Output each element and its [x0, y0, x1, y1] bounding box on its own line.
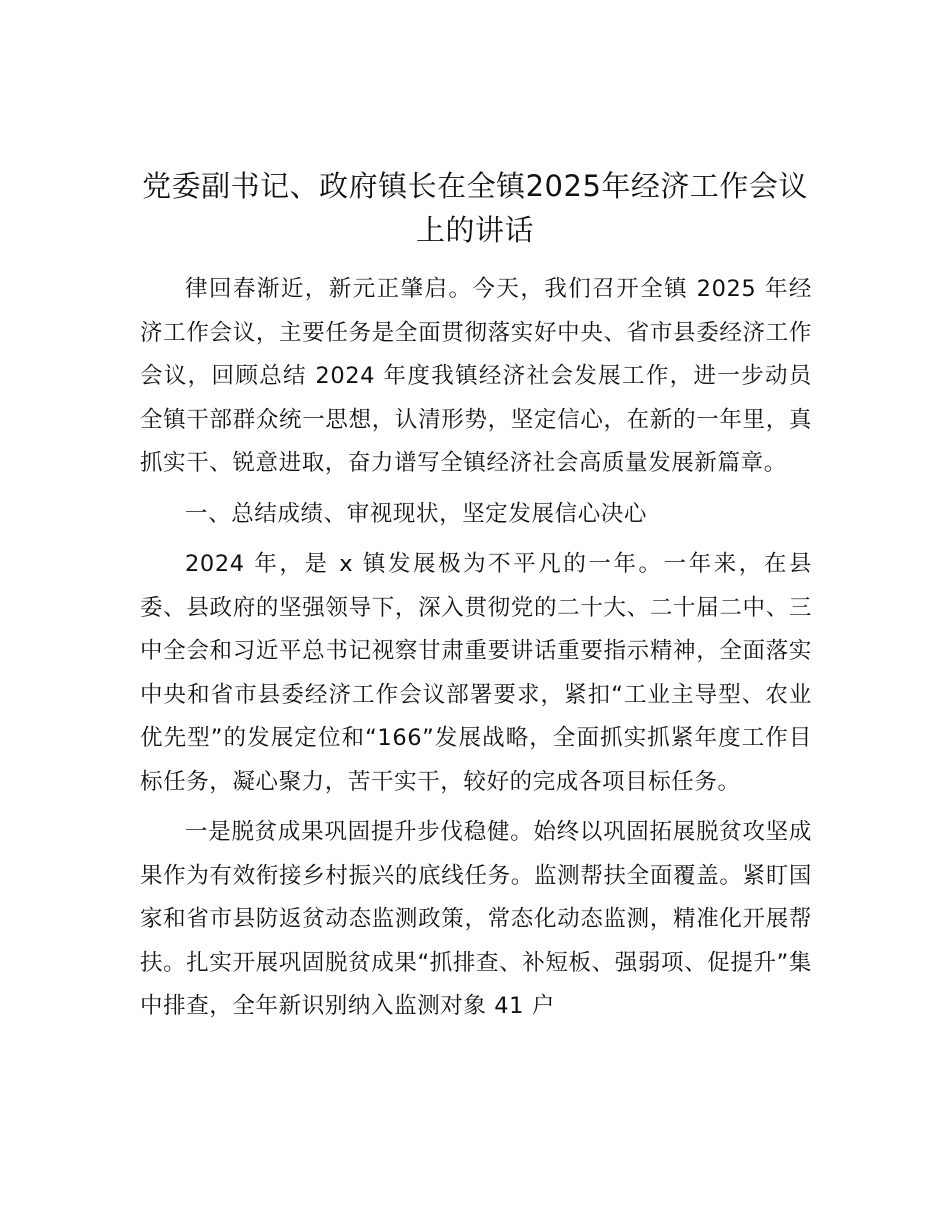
- document-body: [140, 268, 812, 1029]
- paragraph-2024-summary: 2024 年，是 x 镇发展极为不平凡的一年。一年来，在县委、县政府的坚强领导下，深入贯彻党的二十大、二十届二中、三中全会和习近平总书记视察甘肃重要讲话重要指示精神，全面落实中央和省市县委经济工作会议部署要求，紧扣“工业主导型、农业优先型”的发展定位和“166”发展战略，全面抓实抓紧年度工作目标任务，凝心聚力，苦干实干，较好的完成各项目标任务。: [140, 551, 812, 795]
- document-title: 党委副书记、政府镇长在全镇2025年经济工作会议上的讲话: [142, 169, 808, 247]
- section-heading-1: 一、总结成绩、审视现状，坚定发展信心决心: [185, 500, 648, 527]
- paragraph-intro: 律回春渐近，新元正肇启。今天，我们召开全镇 2025 年经济工作会议，主要任务是全面贯彻落实好中央、省市县委经济工作会议，回顾总结 2024 年度我镇经济社会发展工作，进一步动员全镇干部群众统一思想，认清形势，坚定信心，在新的一年里，真抓实干、锐意进取，奋力谱写全镇经济社会高质量发展新篇章。: [140, 276, 812, 476]
- paragraph-poverty-consolidation: 一是脱贫成果巩固提升步伐稳健。始终以巩固拓展脱贫攻坚成果作为有效衔接乡村振兴的底线任务。监测帮扶全面覆盖。紧盯国家和省市县防返贫动态监测政策，常态化动态监测，精准化开展帮扶。扎实开展巩固脱贫成果“抓排查、补短板、强弱项、促提升”集中排查，全年新识别纳入监测对象 41 户: [140, 819, 812, 1019]
